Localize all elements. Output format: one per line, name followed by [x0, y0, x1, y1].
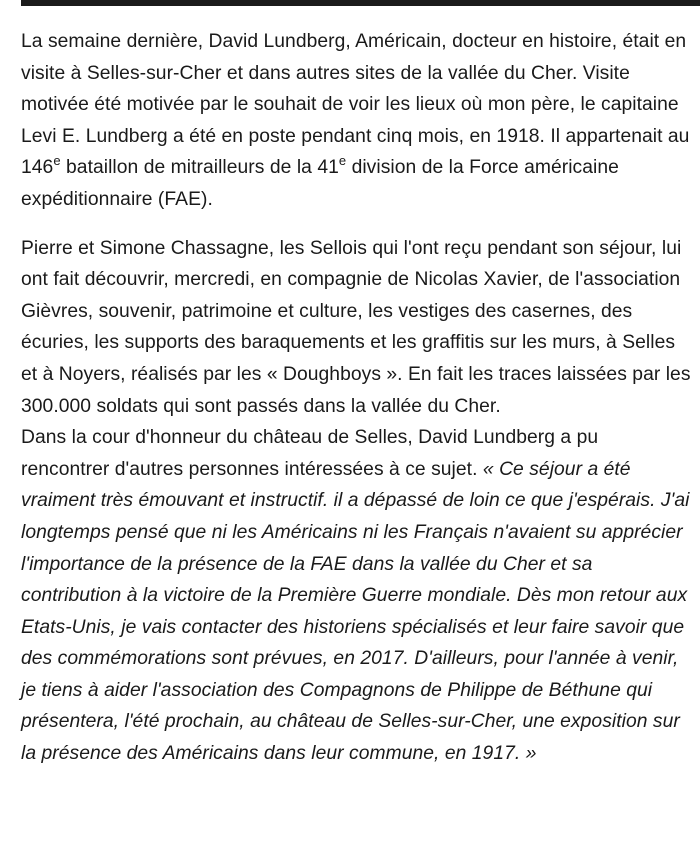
paragraph-visit: Pierre et Simone Chassagne, les Sellois qui l'ont reçu pendant son séjour, lui ont fait découvrir, mercredi, en compagnie de Nicolas Xavier, de l'association Gièvres, souvenir, patrimoine et culture, les vestiges des casernes, des écuries, les supports des baraquements et les graffitis sur les murs, à Selles et à Noyers, réalisés par les « Doughboys ». En fait les traces laissées par les 300.000 soldats qui sont passés dans la vallée du Cher.	[21, 237, 691, 417]
intro-text-part2: bataillon de mitrailleurs de la 41	[60, 157, 339, 179]
ordinal-superscript-41: e	[338, 153, 347, 169]
quote-lead-text: Dans la cour d'honneur du château de Selles, David Lundberg a pu rencontrer d'autres personnes intéressées à ce sujet.	[21, 427, 599, 480]
top-divider	[21, 0, 700, 6]
intro-text-part3: division de la Force américaine expéditionnaire (FAE).	[21, 157, 619, 210]
article-body	[21, 26, 691, 770]
ordinal-superscript-146: e	[53, 153, 61, 169]
paragraph-quote	[21, 422, 691, 770]
lundberg-quote: « Ce séjour a été vraiment très émouvant et instructif. il a dépassé de loin ce que j'espérais. J'ai longtemps pensé que ni les Américains ni les Français n'avaient su apprécier l'importance de la présence de la FAE dans la vallée du Cher et sa contribution à la victoire de la Première Guerre mondiale. Dès mon retour aux Etats-Unis, je vais contacter des historiens spécialisés et leur faire savoir que des commémorations sont prévues, en 2017. D'ailleurs, pour l'année à venir, je tiens à aider l'association des Compagnons de Philippe de Béthune qui présentera, l'été prochain, au château de Selles-sur-Cher, une exposition sur la présence des Américains dans leur commune, en 1917. »	[21, 458, 690, 765]
intro-text-part1: La semaine dernière, David Lundberg, Américain, docteur en histoire, était en visite à Selles-sur-Cher et dans autres sites de la vallée du Cher. Visite motivée été motivée par le souhait de voir les lieux où mon père, le capitaine Levi E. Lundberg a été en poste pendant cinq mois, en 1918. Il appartenait au 146	[21, 31, 690, 179]
paragraph-intro	[21, 26, 691, 216]
